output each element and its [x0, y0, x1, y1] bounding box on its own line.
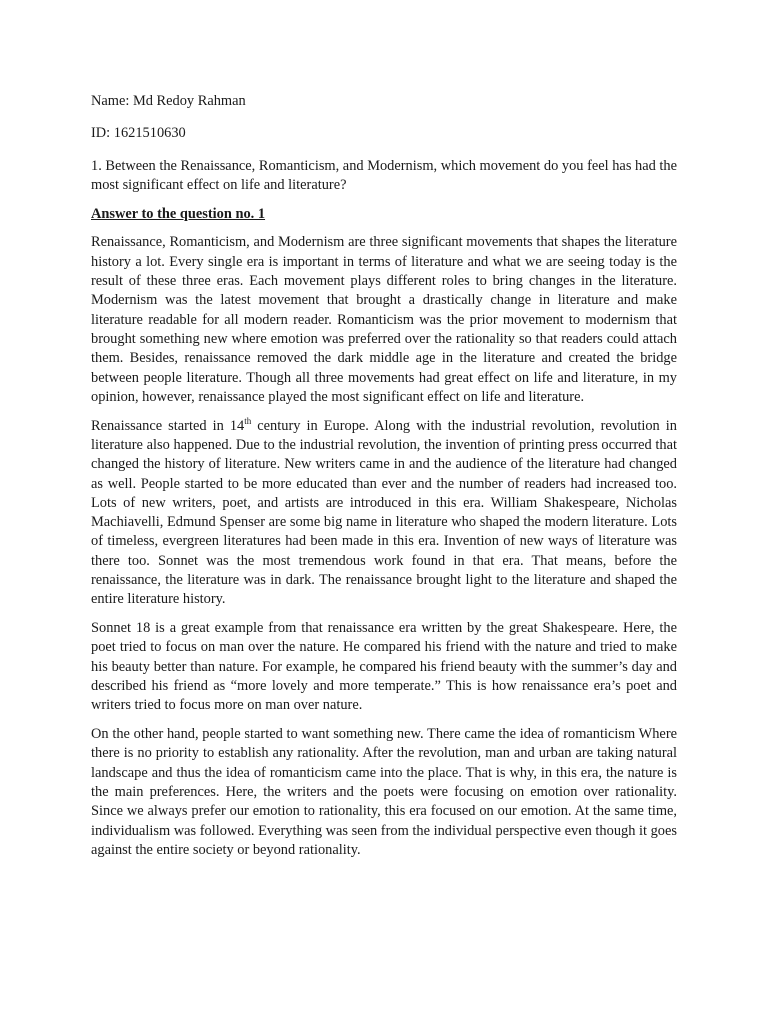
- paragraph-2-rest: century in Europe. Along with the industrial revolution, revolution in literature also happened. Due to the industrial revolution, the invention of printing press occurred that changed the history of literature. New writers came in and the audience of the literature had changed as well. People started to be more educated than ever and the number of readers had increased too. Lots of new writers, poet, and artists are introduced in this era. William Shakespeare, Nicholas Machiavelli, Edmund Spenser are some big name in literature who shaped the modern literature. Lots of timeless, evergreen literatures had been made in this era. Invention of new ways of literature was there too. Sonnet was the most tremendous work found in that era. That means, before the renaissance, the literature was in dark. The renaissance brought light to the literature and shaped the entire literature history.: [91, 417, 677, 608]
- answer-paragraph-2: [91, 417, 677, 610]
- ordinal-superscript: th: [244, 415, 252, 426]
- student-id: ID: 1621510630: [91, 125, 186, 142]
- paragraph-2-start: Renaissance started in 14: [91, 417, 245, 434]
- answer-paragraph-4: On the other hand, people started to want something new. There came the idea of romanticism Where there is no priority to establish any rationality. After the revolution, man and urban are taking natural landscape and thus the idea of romanticism came into the place. That is why, in this era, the nature is the main preferences. Here, the writers and the poets were focusing on emotion over rationality. Since we always prefer our emotion to rationality, this era focused on our emotion. At the same time, individualism was followed. Everything was seen from the individual perspective even though it goes against the entire society or beyond rationality.: [91, 726, 677, 858]
- answer-heading: Answer to the question no. 1: [91, 205, 266, 222]
- answer-paragraph-3: Sonnet 18 is a great example from that renaissance era written by the great Shakespeare. Here, the poet tried to focus on man over the nature. He compared his friend with the nature and tried to make his beauty better than nature. For example, he compared his friend beauty with the summer’s day and described his friend as “more lovely and more temperate.” This is how renaissance era’s poet and writers tried to focus more on man over nature.: [91, 620, 677, 714]
- student-name: Name: Md Redoy Rahman: [91, 93, 246, 109]
- question-text: 1. Between the Renaissance, Romanticism, and Modernism, which movement do you feel has had the most significant effect on life and literature?: [91, 157, 677, 193]
- answer-paragraph-1: Renaissance, Romanticism, and Modernism are three significant movements that shapes the literature history a lot. Every single era is important in terms of literature and what we are seeing today is the result of these three eras. Each movement plays different roles to bring changes in the literature. Modernism was the latest movement that brought a drastically change in literature and make literature readable for all modern reader. Romanticism was the prior movement to modernism that brought something new where emotion was preferred over the rationality so that readers could attach them. Besides, renaissance removed the dark middle age in the literature and created the bridge between people literature. Though all three movements had great effect on life and literature, in my opinion, however, renaissance played the most significant effect on life and literature.: [91, 234, 677, 405]
